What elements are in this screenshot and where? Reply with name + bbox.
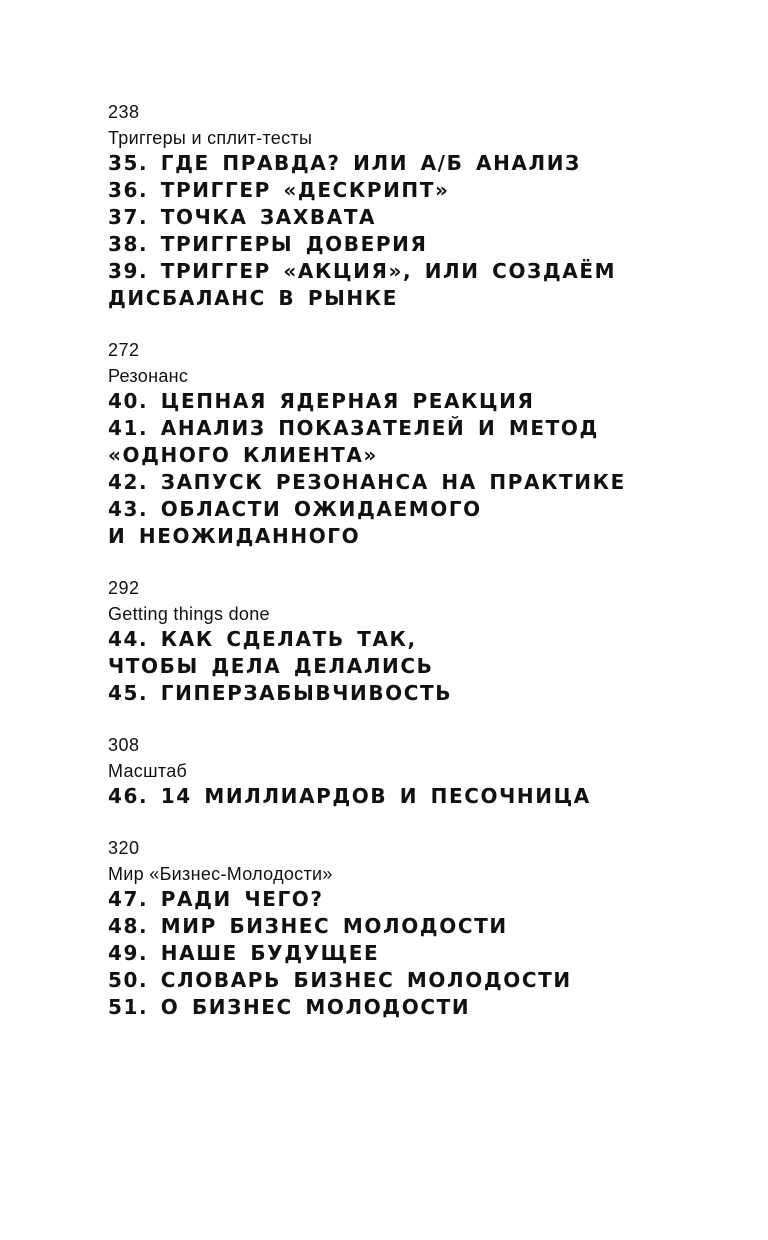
chapter-title-line: 37. ТОЧКА ЗАХВАТА: [108, 205, 377, 229]
chapter-entry[interactable]: [108, 496, 738, 550]
chapter-entry[interactable]: [108, 231, 738, 258]
chapter-title-line: 35. ГДЕ ПРАВДА? ИЛИ А/Б АНАЛИЗ: [108, 151, 581, 175]
chapter-title-line: 40. ЦЕПНАЯ ЯДЕРНАЯ РЕАКЦИЯ: [108, 389, 535, 413]
chapter-entry[interactable]: [108, 150, 738, 177]
toc-section: [108, 336, 738, 550]
toc-section: [108, 574, 738, 707]
section-page-number: 320: [108, 838, 140, 858]
chapter-title-line: 41. АНАЛИЗ ПОКАЗАТЕЛЕЙ И МЕТОД: [108, 416, 599, 440]
chapter-entry[interactable]: [108, 415, 738, 469]
chapter-title-line: 46. 14 МИЛЛИАРДОВ И ПЕСОЧНИЦА: [108, 784, 591, 808]
toc-section: [108, 731, 738, 810]
chapter-title-line: 43. ОБЛАСТИ ОЖИДАЕМОГО: [108, 497, 482, 521]
chapter-entry[interactable]: [108, 258, 738, 312]
chapter-title-line: ЧТОБЫ ДЕЛА ДЕЛАЛИСЬ: [108, 654, 434, 678]
chapter-title-line: 48. МИР БИЗНЕС МОЛОДОСТИ: [108, 914, 508, 938]
chapter-title-line: ДИСБАЛАНС В РЫНКЕ: [108, 286, 398, 310]
chapter-entry[interactable]: [108, 886, 738, 913]
section-page-number: 292: [108, 578, 140, 598]
chapter-title-line: 42. ЗАПУСК РЕЗОНАНСА НА ПРАКТИКЕ: [108, 470, 626, 494]
chapter-entry[interactable]: [108, 204, 738, 231]
chapter-title-line: 44. КАК СДЕЛАТЬ ТАК,: [108, 627, 417, 651]
chapter-entry[interactable]: [108, 469, 738, 496]
chapter-title-line: 51. О БИЗНЕС МОЛОДОСТИ: [108, 995, 471, 1019]
chapter-entry[interactable]: [108, 680, 738, 707]
chapter-title-line: И НЕОЖИДАННОГО: [108, 524, 361, 548]
chapter-title-line: 36. ТРИГГЕР «ДЕСКРИПТ»: [108, 178, 450, 202]
chapter-title-line: 50. СЛОВАРЬ БИЗНЕС МОЛОДОСТИ: [108, 968, 572, 992]
table-of-contents: [108, 98, 738, 1045]
chapter-title-line: 47. РАДИ ЧЕГО?: [108, 887, 324, 911]
chapter-entry[interactable]: [108, 783, 738, 810]
chapter-entry[interactable]: [108, 177, 738, 204]
chapter-entry[interactable]: [108, 626, 738, 680]
section-title: Триггеры и сплит-тесты: [108, 128, 313, 148]
section-page-number: 308: [108, 735, 140, 755]
section-title: Масштаб: [108, 761, 188, 781]
section-page-number: 272: [108, 340, 140, 360]
chapter-entry[interactable]: [108, 940, 738, 967]
chapter-title-line: 38. ТРИГГЕРЫ ДОВЕРИЯ: [108, 232, 428, 256]
section-title: Getting things done: [108, 604, 270, 624]
toc-section: [108, 98, 738, 312]
chapter-entry[interactable]: [108, 913, 738, 940]
chapter-entry[interactable]: [108, 388, 738, 415]
chapter-entry[interactable]: [108, 967, 738, 994]
chapter-title-line: 45. ГИПЕРЗАБЫВЧИВОСТЬ: [108, 681, 453, 705]
chapter-title-line: 49. НАШЕ БУДУЩЕЕ: [108, 941, 380, 965]
chapter-entry[interactable]: [108, 994, 738, 1021]
chapter-title-line: 39. ТРИГГЕР «АКЦИЯ», ИЛИ СОЗДАЁМ: [108, 259, 617, 283]
section-page-number: 238: [108, 102, 140, 122]
section-title: Резонанс: [108, 366, 189, 386]
toc-section: [108, 834, 738, 1021]
section-title: Мир «Бизнес-Молодости»: [108, 864, 333, 884]
chapter-title-line: «ОДНОГО КЛИЕНТА»: [108, 443, 378, 467]
